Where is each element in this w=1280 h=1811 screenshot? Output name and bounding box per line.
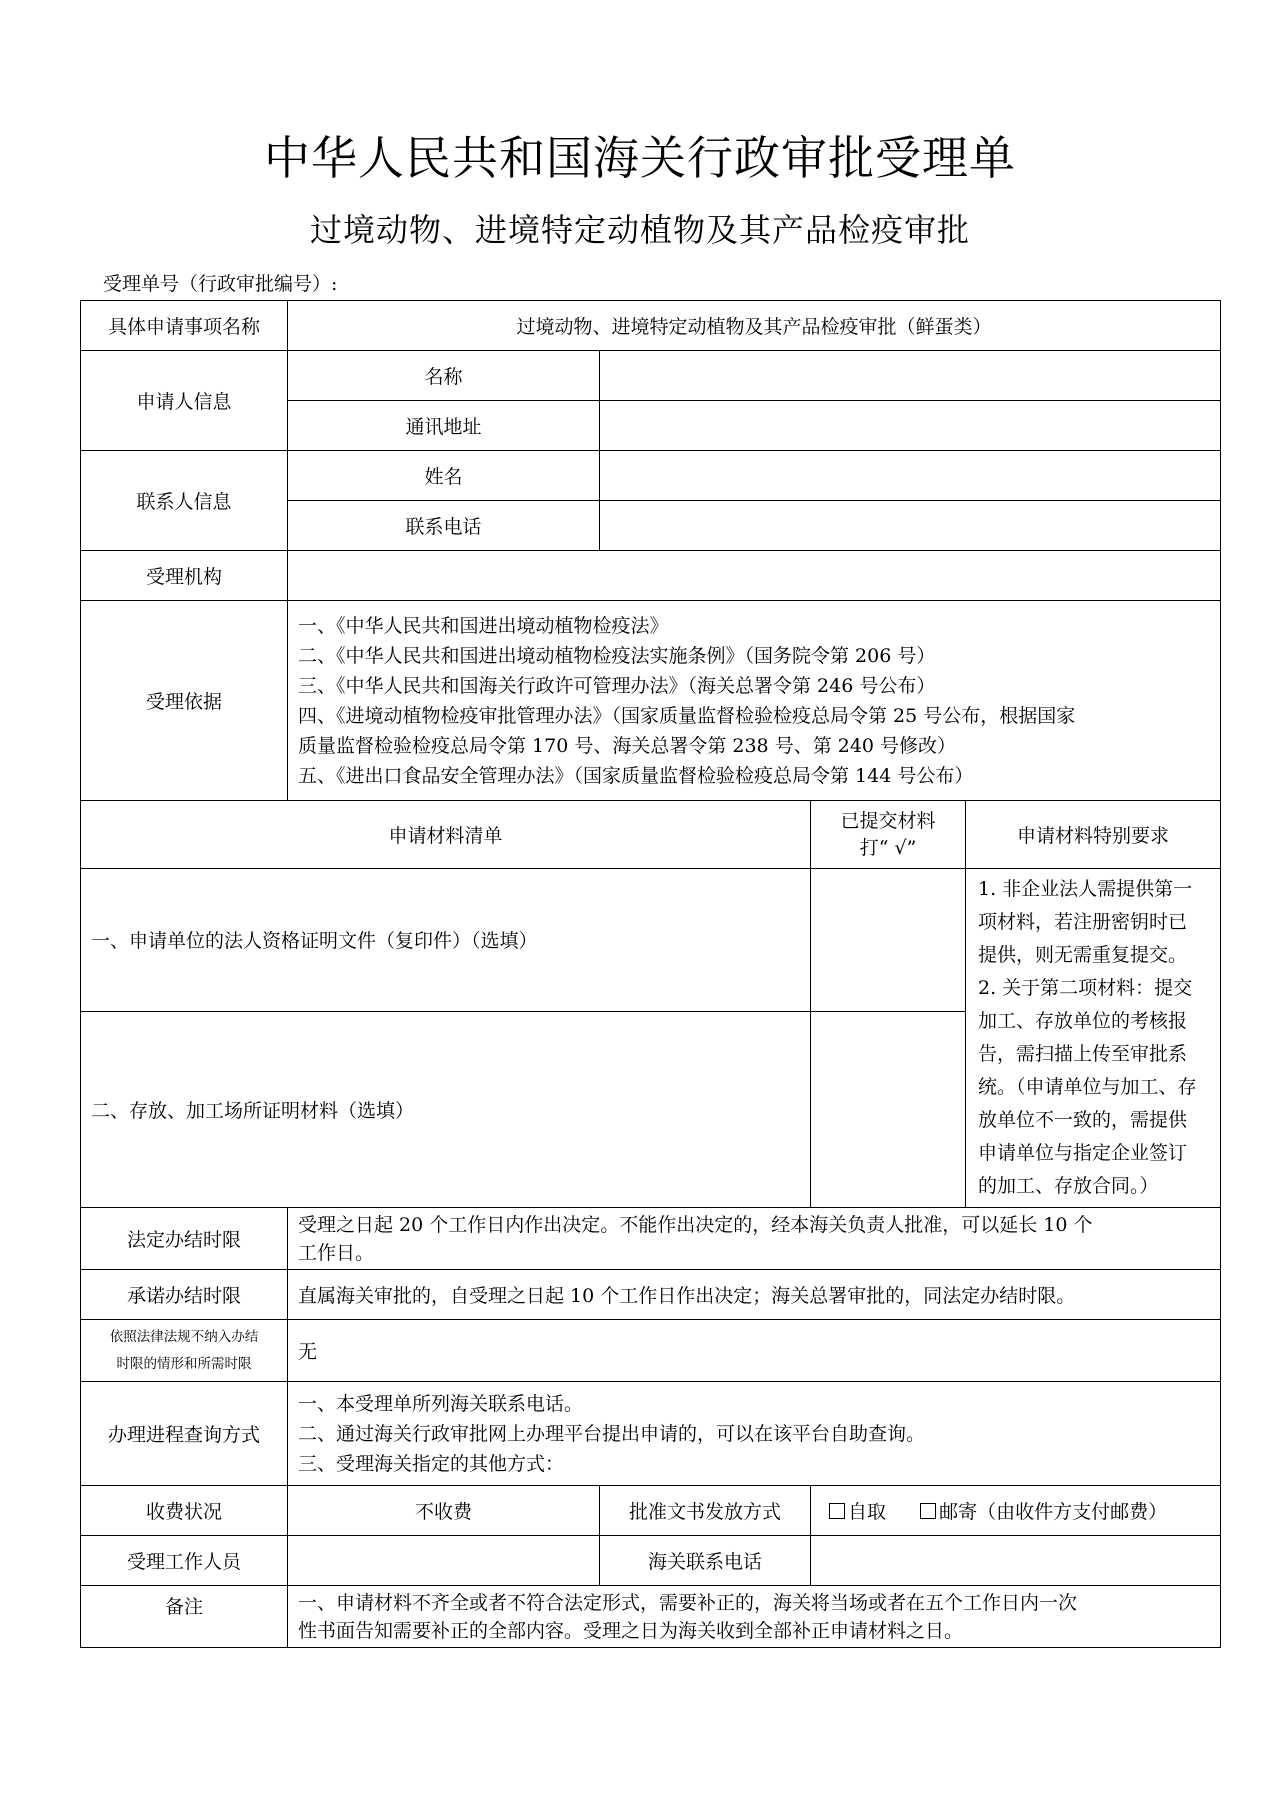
excluded-label-line2: 时限的情形和所需时限 — [116, 1355, 252, 1372]
item-name-value: 过境动物、进境特定动植物及其产品检疫审批（鲜蛋类） — [288, 301, 1221, 351]
doc-number-label: 受理单号（行政审批编号）: — [103, 273, 338, 295]
requirement-line: 2. 关于第二项材料：提交 — [978, 977, 1193, 999]
remarks-line2: 性书面告知需要补正的全部内容。受理之日为海关收到全部补正申请材料之日。 — [298, 1619, 964, 1642]
agency-field[interactable] — [288, 551, 1221, 601]
requirement-line: 提供，则无需重复提交。 — [978, 944, 1188, 966]
statutory-limit-value — [288, 1208, 1221, 1270]
progress-query-label: 办理进程查询方式 — [81, 1382, 288, 1486]
basis-item: 质量监督检验检疫总局令第 170 号、海关总署令第 238 号、第 240 号修改） — [298, 734, 957, 757]
applicant-name-field[interactable] — [600, 351, 1221, 401]
material-item-1: 一、申请单位的法人资格证明文件（复印件）（选填） — [81, 869, 811, 1012]
item-name-label: 具体申请事项名称 — [81, 301, 288, 351]
requirement-line: 加工、存放单位的考核报 — [978, 1010, 1188, 1032]
pickup-option[interactable] — [829, 1501, 886, 1523]
statutory-limit-line1: 受理之日起 20 个工作日内作出决定。不能作出决定的，经本海关负责人批准，可以延长 10 个 — [298, 1213, 1093, 1236]
contact-phone-field[interactable] — [600, 501, 1221, 551]
staff-field[interactable] — [288, 1536, 600, 1586]
applicant-address-label: 通讯地址 — [288, 401, 600, 451]
submitted-header — [811, 801, 966, 869]
basis-list — [288, 601, 1221, 801]
progress-query-list — [288, 1382, 1221, 1486]
applicant-name-label: 名称 — [288, 351, 600, 401]
basis-label: 受理依据 — [81, 601, 288, 801]
contact-name-field[interactable] — [600, 451, 1221, 501]
mail-option[interactable] — [920, 1501, 1167, 1523]
pickup-checkbox[interactable] — [829, 1503, 845, 1519]
excluded-time-label — [81, 1320, 288, 1382]
delivery-options — [811, 1486, 1221, 1536]
fee-value: 不收费 — [288, 1486, 600, 1536]
basis-item: 一、《中华人民共和国进出境动植物检疫法》 — [298, 614, 669, 637]
requirement-line: 项材料，若注册密钥时已 — [978, 911, 1188, 933]
materials-header: 申请材料清单 — [81, 801, 811, 869]
remarks-label: 备注 — [81, 1586, 288, 1648]
statutory-limit-label: 法定办结时限 — [81, 1208, 288, 1270]
requirement-line: 告，需扫描上传至审批系 — [978, 1043, 1188, 1065]
excluded-label-line1: 依照法律法规不纳入办结 — [109, 1328, 259, 1345]
excluded-time-value: 无 — [288, 1320, 1221, 1382]
mail-option-label: 邮寄（由收件方支付邮费） — [939, 1501, 1168, 1523]
material-2-checkbox[interactable] — [811, 1011, 966, 1207]
requirement-line: 放单位不一致的，需提供 — [978, 1109, 1188, 1131]
requirement-line: 统。（申请单位与加工、存 — [978, 1076, 1197, 1098]
requirement-line: 申请单位与指定企业签订 — [978, 1142, 1188, 1164]
progress-item: 一、本受理单所列海关联系电话。 — [298, 1392, 584, 1415]
requirements-header: 申请材料特别要求 — [966, 801, 1221, 869]
applicant-info-label: 申请人信息 — [81, 351, 288, 451]
requirement-line: 1. 非企业法人需提供第一 — [978, 878, 1193, 900]
requirement-line: 的加工、存放合同。） — [978, 1175, 1159, 1197]
statutory-limit-line2: 工作日。 — [298, 1241, 375, 1264]
remarks-value — [288, 1586, 1221, 1648]
basis-item: 二、《中华人民共和国进出境动植物检疫法实施条例》（国务院令第 206 号） — [298, 644, 936, 667]
page-subtitle: 过境动物、进境特定动植物及其产品检疫审批 — [309, 211, 970, 249]
submitted-header-line2: 打“ √” — [859, 836, 917, 859]
promised-limit-label: 承诺办结时限 — [81, 1270, 288, 1320]
staff-label: 受理工作人员 — [81, 1536, 288, 1586]
basis-item: 五、《进出口食品安全管理办法》（国家质量监督检验检疫总局令第 144 号公布） — [298, 764, 974, 787]
applicant-address-field[interactable] — [600, 401, 1221, 451]
page-title: 中华人民共和国海关行政审批受理单 — [264, 131, 1016, 185]
fee-label: 收费状况 — [81, 1486, 288, 1536]
progress-item: 二、通过海关行政审批网上办理平台提出申请的，可以在该平台自助查询。 — [298, 1422, 926, 1445]
delivery-method-label: 批准文书发放方式 — [600, 1486, 811, 1536]
material-1-checkbox[interactable] — [811, 869, 966, 1012]
customs-phone-field[interactable] — [811, 1536, 1221, 1586]
contact-phone-label: 联系电话 — [288, 501, 600, 551]
agency-label: 受理机构 — [81, 551, 288, 601]
basis-item: 三、《中华人民共和国海关行政许可管理办法》（海关总署令第 246 号公布） — [298, 674, 936, 697]
material-item-2: 二、存放、加工场所证明材料（选填） — [81, 1011, 811, 1207]
materials-requirements — [966, 869, 1221, 1208]
contact-info-label: 联系人信息 — [81, 451, 288, 551]
pickup-option-label: 自取 — [848, 1501, 887, 1523]
submitted-header-line1: 已提交材料 — [840, 809, 936, 832]
contact-name-label: 姓名 — [288, 451, 600, 501]
acceptance-form-table — [80, 300, 1221, 1648]
basis-item: 四、《进境动植物检疫审批管理办法》（国家质量监督检验检疫总局令第 25 号公布，根据国家 — [298, 704, 1076, 727]
progress-item: 三、受理海关指定的其他方式： — [298, 1452, 565, 1475]
mail-checkbox[interactable] — [920, 1503, 936, 1519]
promised-limit-value: 直属海关审批的，自受理之日起 10 个工作日作出决定；海关总署审批的，同法定办结时限。 — [288, 1270, 1221, 1320]
remarks-line1: 一、申请材料不齐全或者不符合法定形式，需要补正的，海关将当场或者在五个工作日内一次 — [298, 1591, 1078, 1614]
customs-phone-label: 海关联系电话 — [600, 1536, 811, 1586]
